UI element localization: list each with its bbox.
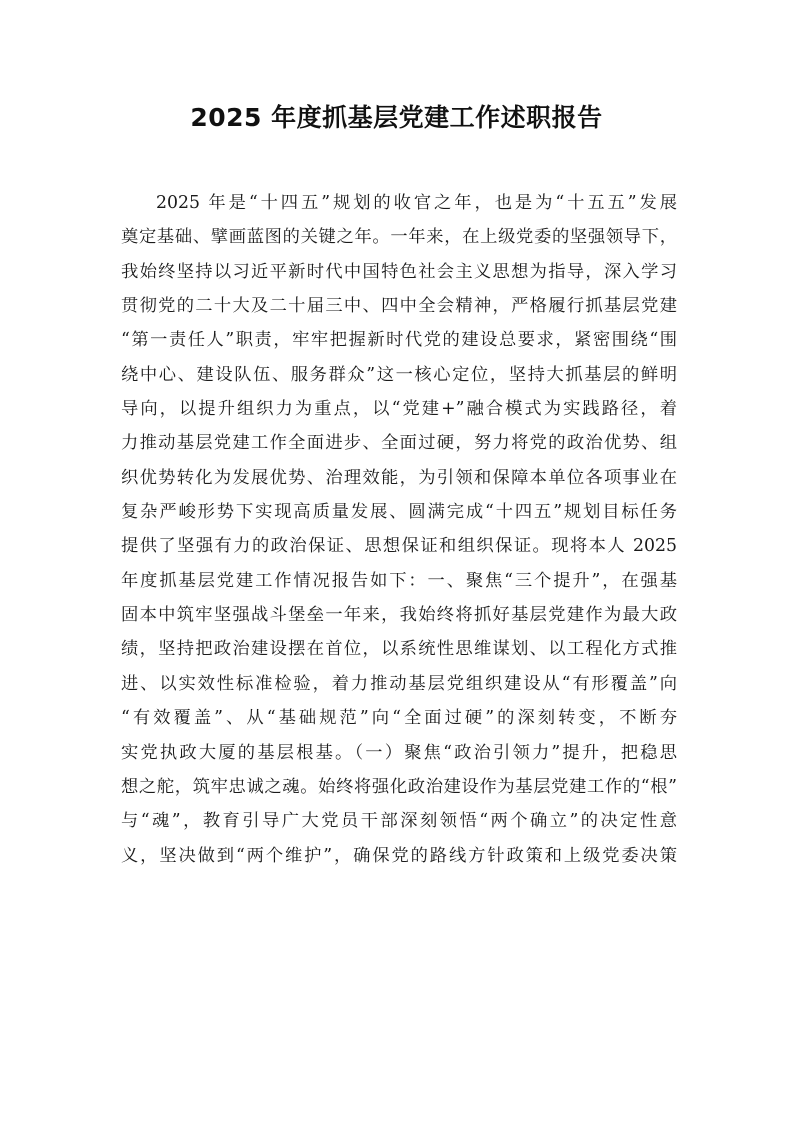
body-line: 贯彻党的二十大及二十届三中、四中全会精神，严格履行抓基层党建: [121, 296, 677, 317]
body-line: 织优势转化为发展优势、治理效能，为引领和保障本单位各项事业在: [121, 467, 677, 488]
document-body: [121, 186, 677, 873]
body-line: “第一责任人”职责，牢牢把握新时代党的建设总要求，紧密围绕“围: [121, 330, 677, 351]
body-line: 义，坚决做到“两个维护”，确保党的路线方针政策和上级党委决策: [121, 845, 677, 866]
body-line: 进、以实效性标准检验，着力推动基层党组织建设从“有形覆盖”向: [121, 673, 677, 694]
body-line: 绩，坚持把政治建设摆在首位，以系统性思维谋划、以工程化方式推: [121, 639, 677, 660]
body-line: 提供了坚强有力的政治保证、思想保证和组织保证。现将本人 2025: [121, 536, 677, 557]
body-line: 复杂严峻形势下实现高质量发展、圆满完成“十四五”规划目标任务: [121, 502, 677, 523]
body-line: 导向，以提升组织力为重点，以“党建+”融合模式为实践路径，着: [121, 399, 677, 420]
body-line: “有效覆盖”、从“基础规范”向“全面过硬”的深刻转变，不断夯: [121, 708, 677, 729]
body-line: 奠定基础、擘画蓝图的关键之年。一年来，在上级党委的坚强领导下，: [121, 227, 677, 248]
document-title: 2025 年度抓基层党建工作述职报告: [190, 103, 603, 132]
body-line: 实党执政大厦的基层根基。（一）聚焦“政治引领力”提升，把稳思: [121, 742, 677, 763]
body-line: 年度抓基层党建工作情况报告如下：一、聚焦“三个提升”，在强基: [121, 570, 677, 591]
body-line: 与“魂”，教育引导广大党员干部深刻领悟“两个确立”的决定性意: [121, 811, 677, 832]
body-line: 固本中筑牢坚强战斗堡垒一年来，我始终将抓好基层党建作为最大政: [121, 605, 677, 626]
body-line: 想之舵，筑牢忠诚之魂。始终将强化政治建设作为基层党建工作的“根”: [121, 776, 677, 797]
body-line: 力推动基层党建工作全面进步、全面过硬，努力将党的政治优势、组: [121, 433, 677, 454]
body-line: 绕中心、建设队伍、服务群众”这一核心定位，坚持大抓基层的鲜明: [121, 364, 677, 385]
body-line: 2025 年是“十四五”规划的收官之年，也是为“十五五”发展: [156, 193, 677, 213]
body-line: 我始终坚持以习近平新时代中国特色社会主义思想为指导，深入学习: [121, 261, 677, 282]
